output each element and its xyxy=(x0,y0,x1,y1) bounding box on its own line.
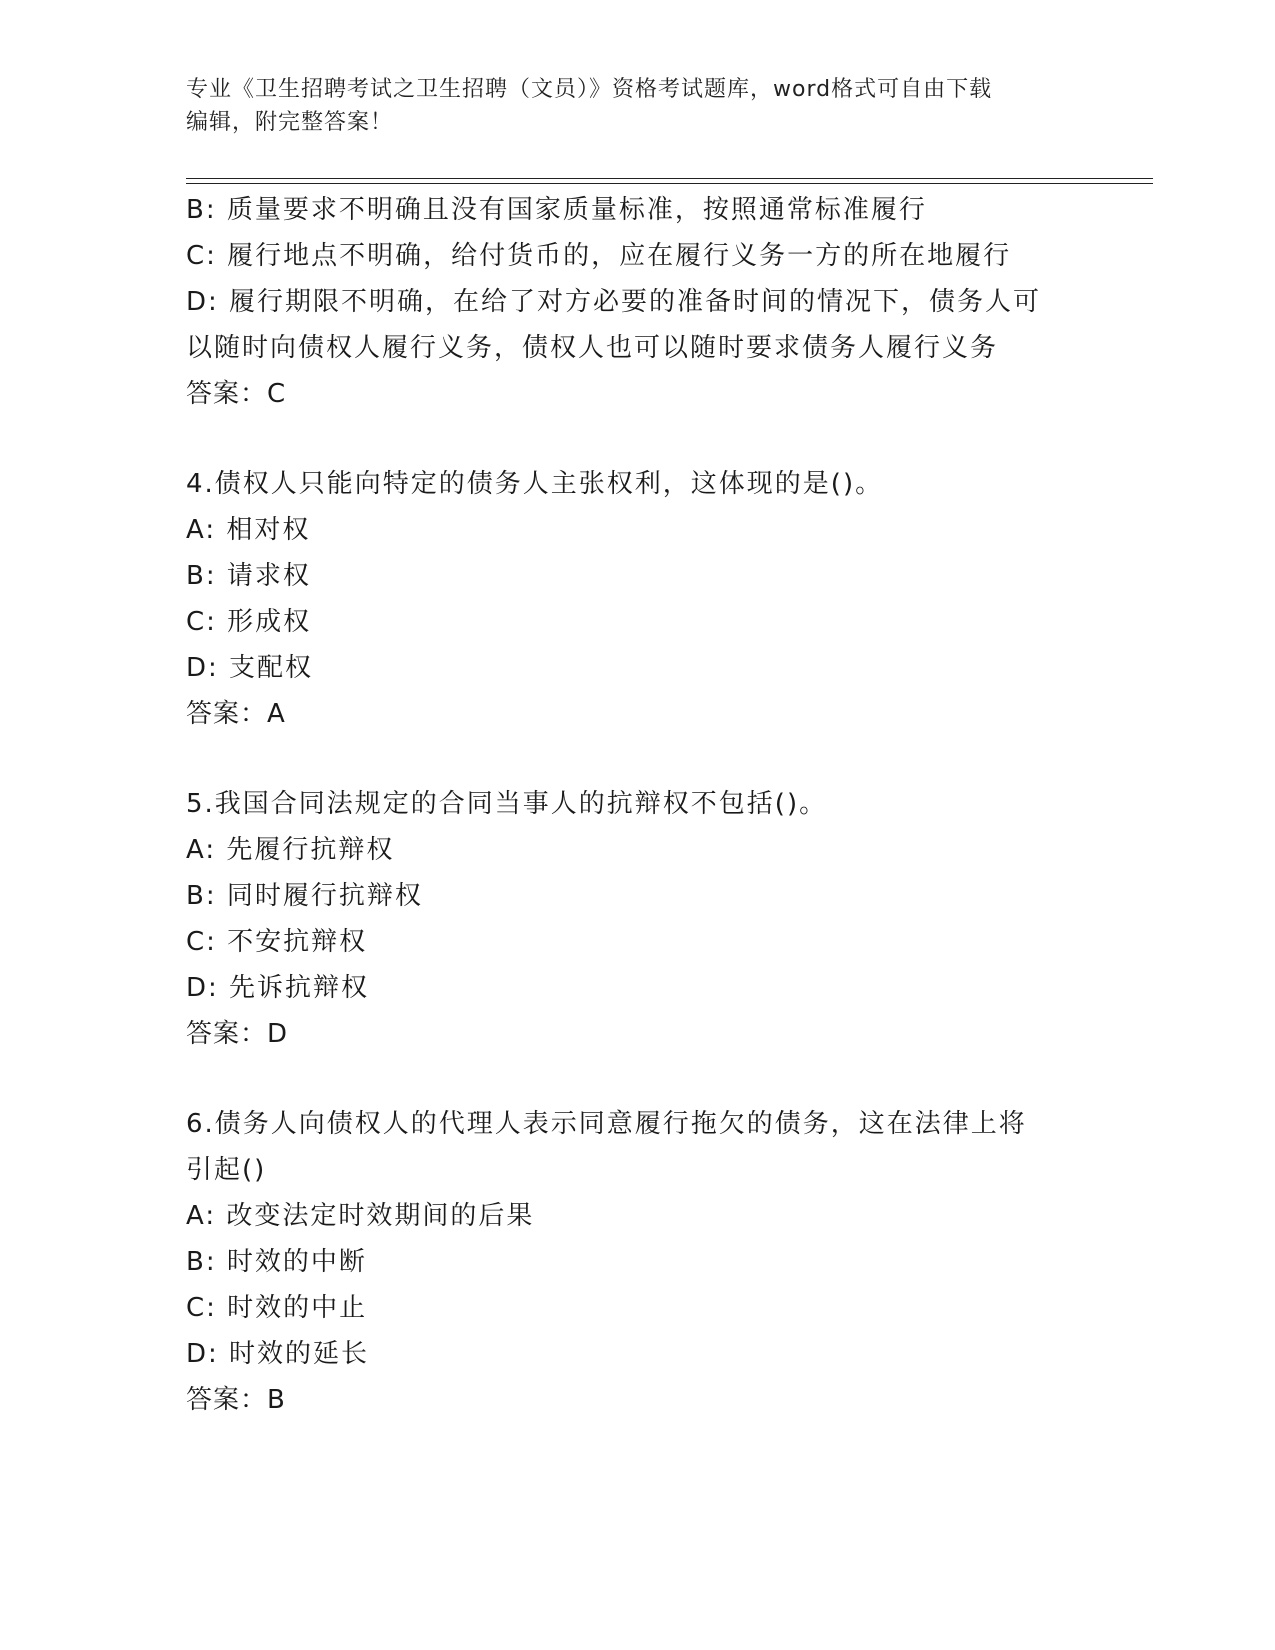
document-header xyxy=(186,73,1086,139)
option-c: C: 时效的中止 xyxy=(186,1293,368,1323)
answer: 答案：D xyxy=(186,1019,289,1049)
answer: 答案：B xyxy=(186,1385,286,1415)
option-b: B: 请求权 xyxy=(186,561,311,591)
option-b: B: 时效的中断 xyxy=(186,1247,367,1277)
option-c: C: 不安抗辩权 xyxy=(186,927,368,957)
option-a: A: 先履行抗辩权 xyxy=(186,835,395,865)
option-d: D: 履行期限不明确，在给了对方必要的准备时间的情况下，债务人可 xyxy=(186,287,1042,317)
question-stem: 4.债权人只能向特定的债务人主张权利，这体现的是()。 xyxy=(186,469,884,499)
option-d: D: 支配权 xyxy=(186,653,314,683)
header-divider-top xyxy=(186,178,1153,179)
option-d-continued: 以随时向债权人履行义务，债权人也可以随时要求债务人履行义务 xyxy=(186,333,999,363)
option-c: C: 形成权 xyxy=(186,607,312,637)
header-divider-bottom xyxy=(186,183,1153,184)
question-stem: 6.债务人向债权人的代理人表示同意履行拖欠的债务，这在法律上将 xyxy=(186,1109,1027,1139)
option-b: B: 同时履行抗辩权 xyxy=(186,881,423,911)
question-stem: 5.我国合同法规定的合同当事人的抗辩权不包括()。 xyxy=(186,789,828,819)
option-a: A: 相对权 xyxy=(186,515,311,545)
question-stem-continued: 引起() xyxy=(186,1155,267,1185)
answer: 答案：C xyxy=(186,379,287,409)
option-c: C: 履行地点不明确，给付货币的，应在履行义务一方的所在地履行 xyxy=(186,241,1012,271)
option-d: D: 先诉抗辩权 xyxy=(186,973,370,1003)
answer: 答案：A xyxy=(186,699,286,729)
header-title-line-2: 编辑，附完整答案！ xyxy=(186,110,394,135)
question-content xyxy=(186,187,1106,1423)
option-d: D: 时效的延长 xyxy=(186,1339,370,1369)
option-b: B: 质量要求不明确且没有国家质量标准，按照通常标准履行 xyxy=(186,195,927,225)
option-a: A: 改变法定时效期间的后果 xyxy=(186,1201,535,1231)
header-title-line-1: 专业《卫生招聘考试之卫生招聘（文员）》资格考试题库，word格式可自由下载 xyxy=(186,77,993,102)
